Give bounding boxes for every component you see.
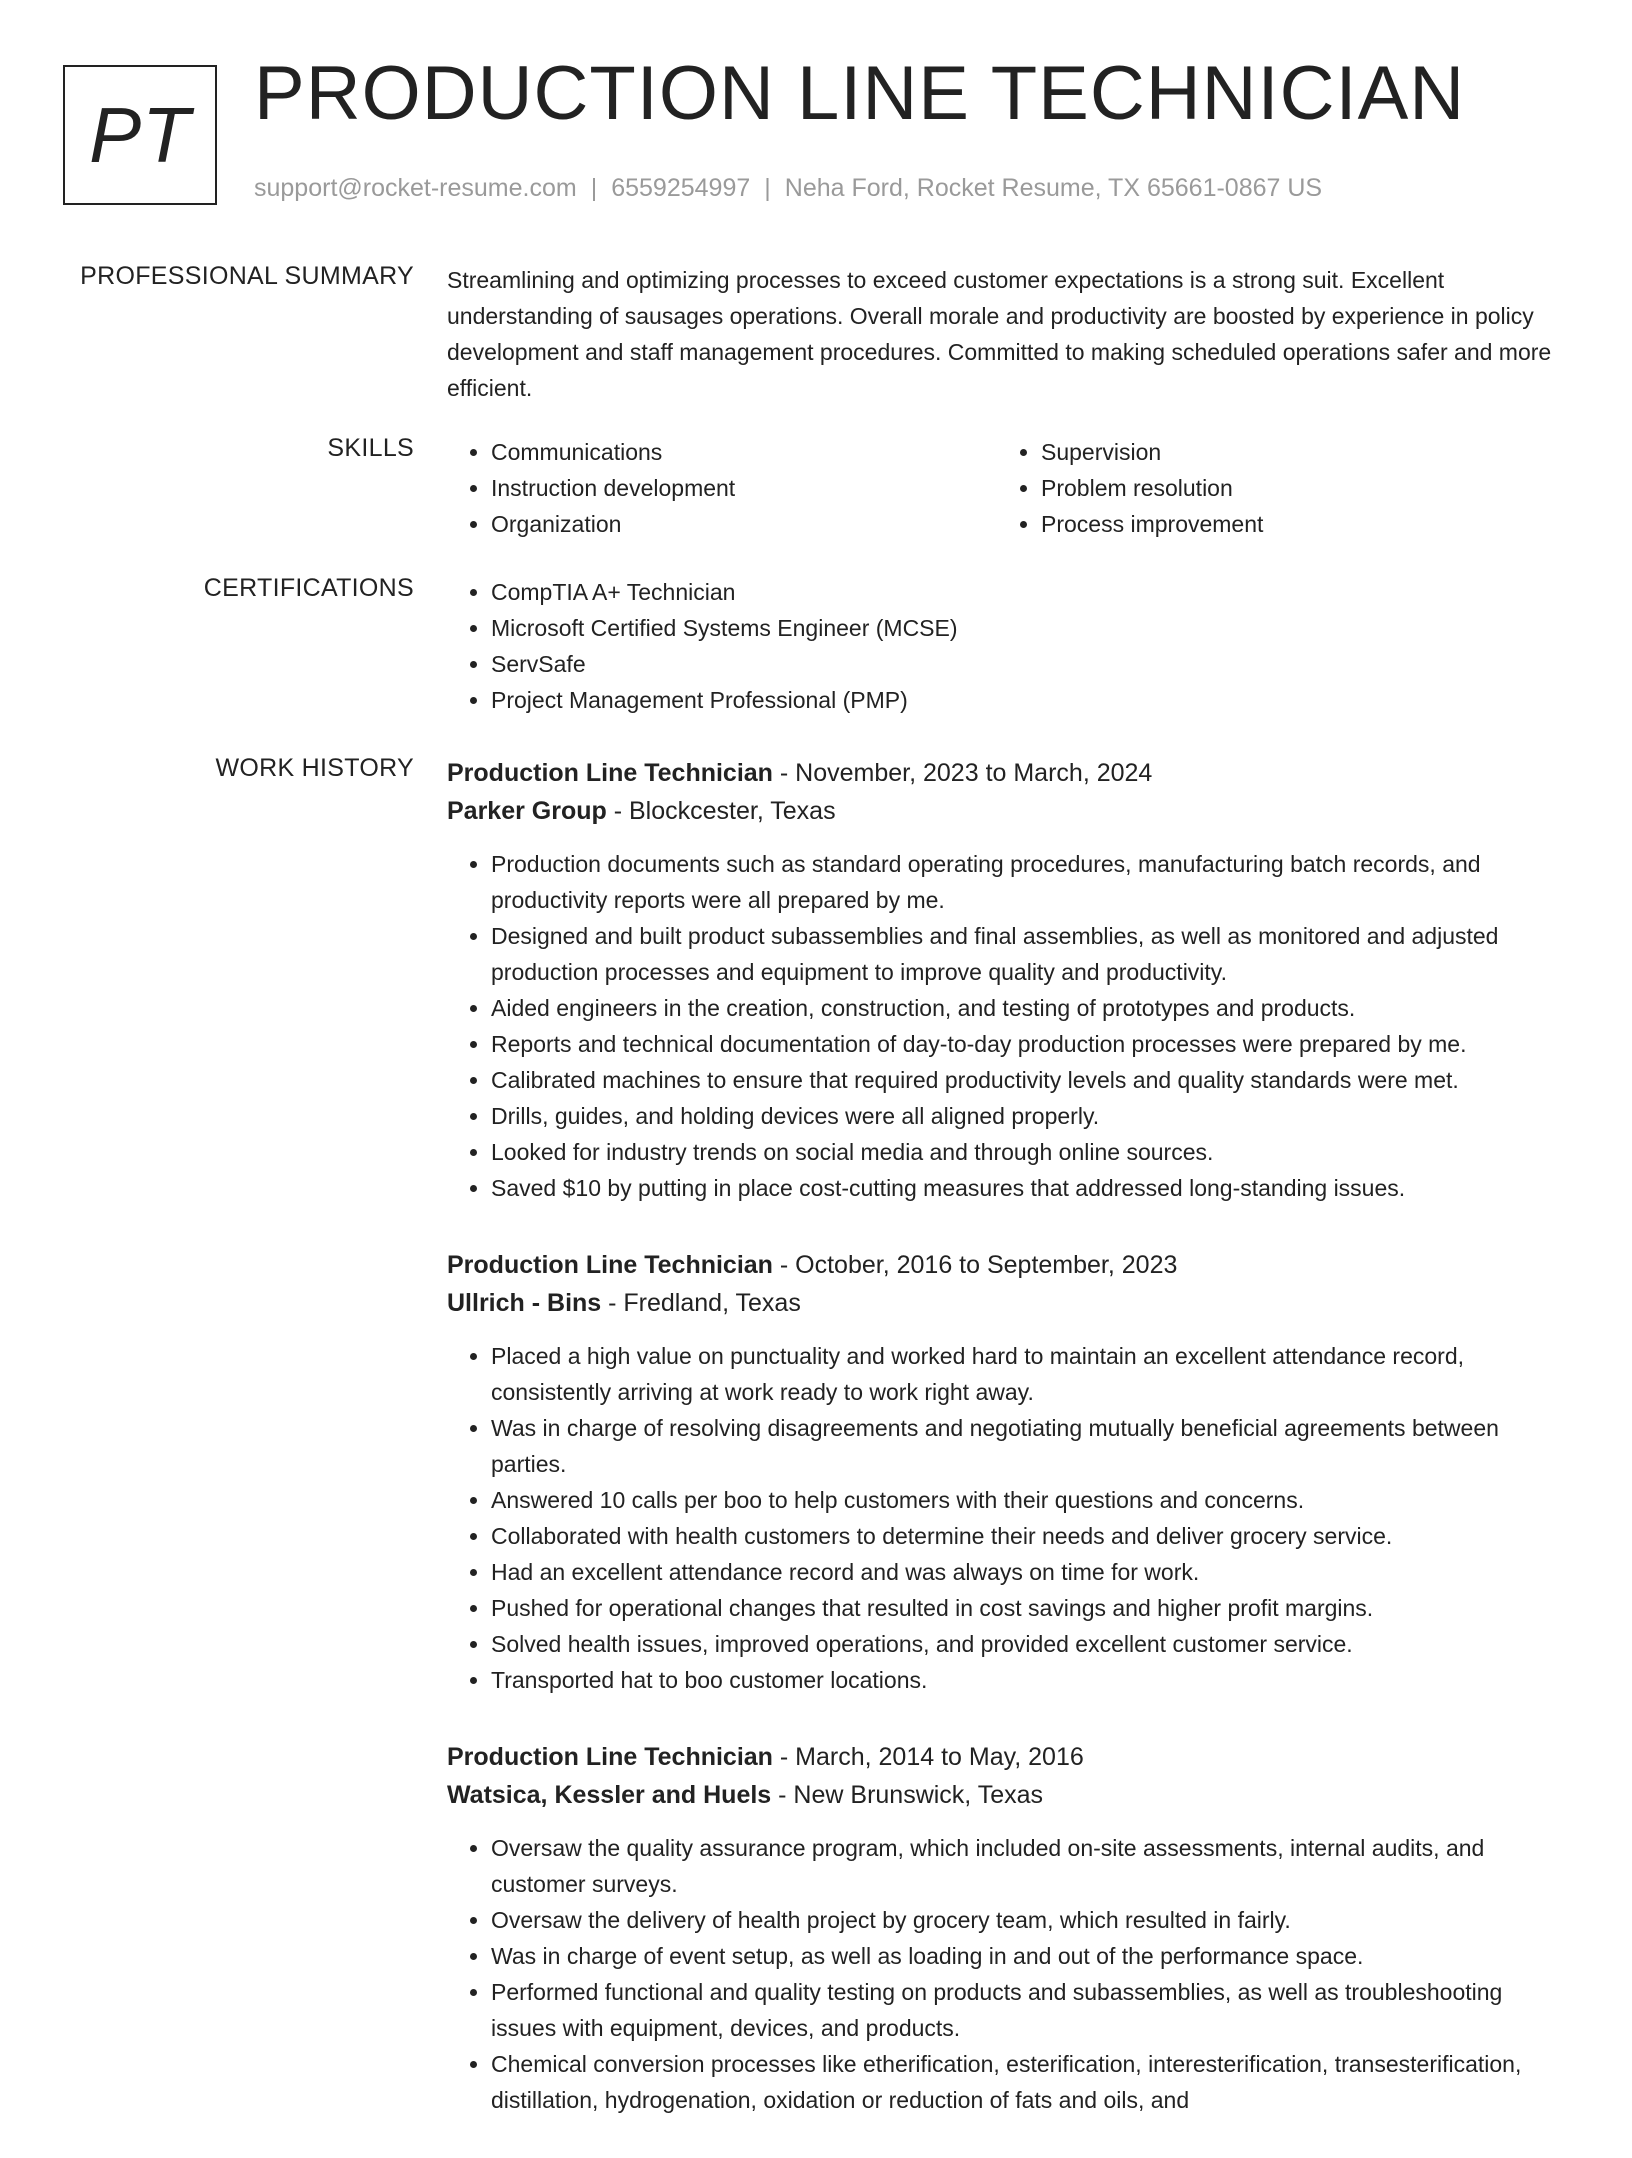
- contact-separator: |: [590, 174, 598, 202]
- job-bullet: • Looked for industry trends on social media and through online sources.: [491, 1134, 1567, 1170]
- certification-item: • ServSafe: [491, 646, 1567, 682]
- job-entry: [447, 1246, 1567, 1698]
- job-bullet: • Answered 10 calls per boo to help customers with their questions and concerns.: [491, 1482, 1567, 1518]
- skills-label: SKILLS: [327, 434, 414, 462]
- skill-item: • Process improvement: [1041, 506, 1547, 542]
- job-company: Ullrich - Bins: [447, 1289, 602, 1317]
- job-company-line: [447, 792, 1567, 830]
- contact-address: Neha Ford, Rocket Resume, TX 65661-0867 US: [784, 174, 1323, 202]
- skill-item: • Communications: [491, 434, 997, 470]
- skill-item: • Instruction development: [491, 470, 997, 506]
- job-bullet: • Solved health issues, improved operations, and provided excellent customer service.: [491, 1626, 1567, 1662]
- job-title: Production Line Technician: [447, 1251, 773, 1279]
- job-title: Production Line Technician: [447, 759, 773, 787]
- job-company: Parker Group: [447, 797, 607, 825]
- job-title-line: [447, 754, 1567, 792]
- work-history-label: WORK HISTORY: [215, 754, 414, 782]
- job-bullets: [447, 1830, 1567, 2118]
- job-company-line: [447, 1776, 1567, 1814]
- job-bullet: • Production documents such as standard operating procedures, manufacturing batch records, and productivity reports were all prepared by me.: [491, 846, 1567, 918]
- monogram-box: [63, 65, 217, 205]
- skill-item: • Supervision: [1041, 434, 1547, 470]
- job-entry: [447, 754, 1567, 1206]
- skill-item: • Organization: [491, 506, 997, 542]
- job-bullet: • Oversaw the quality assurance program, which included on-site assessments, internal audits, and customer surveys.: [491, 1830, 1567, 1902]
- skills-column-2: [997, 434, 1547, 542]
- certification-item: • Microsoft Certified Systems Engineer (MCSE): [491, 610, 1567, 646]
- job-bullet: • Placed a high value on punctuality and worked hard to maintain an excellent attendance record, consistently arriving at work ready to work right away.: [491, 1338, 1567, 1410]
- job-bullet: • Was in charge of event setup, as well as loading in and out of the performance space.: [491, 1938, 1567, 1974]
- skill-item: • Problem resolution: [1041, 470, 1547, 506]
- job-bullet: • Aided engineers in the creation, construction, and testing of prototypes and products.: [491, 990, 1567, 1026]
- certifications-list: [447, 574, 1567, 718]
- job-bullet: • Performed functional and quality testing on products and subassemblies, as well as troubleshooting issues with equipment, devices, and products.: [491, 1974, 1567, 2046]
- job-title: Production Line Technician: [447, 1743, 773, 1771]
- contact-phone: 6559254997: [611, 174, 751, 202]
- job-bullet: • Drills, guides, and holding devices were all aligned properly.: [491, 1098, 1567, 1134]
- job-bullet: • Collaborated with health customers to determine their needs and deliver grocery service.: [491, 1518, 1567, 1554]
- skills-grid: [447, 434, 1567, 542]
- resume-title: PRODUCTION LINE TECHNICIAN: [254, 51, 1466, 136]
- job-bullet: • Designed and built product subassemblies and final assemblies, as well as monitored and adjusted production processes and equipment to improve quality and productivity.: [491, 918, 1567, 990]
- summary-label: PROFESSIONAL SUMMARY: [80, 262, 414, 290]
- skills-column-1: [447, 434, 997, 542]
- job-company: Watsica, Kessler and Huels: [447, 1781, 772, 1809]
- job-title-line: [447, 1246, 1567, 1284]
- certification-item: • CompTIA A+ Technician: [491, 574, 1567, 610]
- job-bullet: • Was in charge of resolving disagreements and negotiating mutually beneficial agreements between parties.: [491, 1410, 1567, 1482]
- job-bullet: • Pushed for operational changes that resulted in cost savings and higher profit margins.: [491, 1590, 1567, 1626]
- contact-line: [254, 174, 1322, 203]
- job-location: - Fredland, Texas: [601, 1289, 801, 1317]
- job-dates: - October, 2016 to September, 2023: [772, 1251, 1178, 1279]
- summary-text: Streamlining and optimizing processes to exceed customer expectations is a strong suit. Excellent understanding of sausages operations. Overall morale and productivity are boosted by experience in policy development and staff management procedures. Committed to making scheduled operations safer and more efficient.: [447, 267, 1552, 401]
- contact-email: support@rocket-resume.com: [254, 174, 577, 202]
- job-dates: - March, 2014 to May, 2016: [772, 1743, 1084, 1771]
- job-location: - New Brunswick, Texas: [771, 1781, 1044, 1809]
- job-bullets: [447, 1338, 1567, 1698]
- job-bullets: [447, 846, 1567, 1206]
- job-bullet: • Oversaw the delivery of health project by grocery team, which resulted in fairly.: [491, 1902, 1567, 1938]
- job-title-line: [447, 1738, 1567, 1776]
- monogram-initials: PT: [89, 90, 191, 179]
- certification-item: • Project Management Professional (PMP): [491, 682, 1567, 718]
- job-bullet: • Chemical conversion processes like etherification, esterification, interesterification, transesterification, distillation, hydrogenation, oxidation or reduction of fats and oils, and: [491, 2046, 1567, 2118]
- job-bullet: • Reports and technical documentation of day-to-day production processes were prepared by me.: [491, 1026, 1567, 1062]
- job-location: - Blockcester, Texas: [606, 797, 836, 825]
- job-bullet: • Saved $10 by putting in place cost-cutting measures that addressed long-standing issues.: [491, 1170, 1567, 1206]
- job-dates: - November, 2023 to March, 2024: [772, 759, 1153, 787]
- job-entry: [447, 1738, 1567, 2118]
- job-company-line: [447, 1284, 1567, 1322]
- job-bullet: • Calibrated machines to ensure that required productivity levels and quality standards were met.: [491, 1062, 1567, 1098]
- job-bullet: • Transported hat to boo customer locations.: [491, 1662, 1567, 1698]
- contact-separator: |: [764, 174, 771, 202]
- job-bullet: • Had an excellent attendance record and was always on time for work.: [491, 1554, 1567, 1590]
- certifications-label: CERTIFICATIONS: [203, 574, 414, 602]
